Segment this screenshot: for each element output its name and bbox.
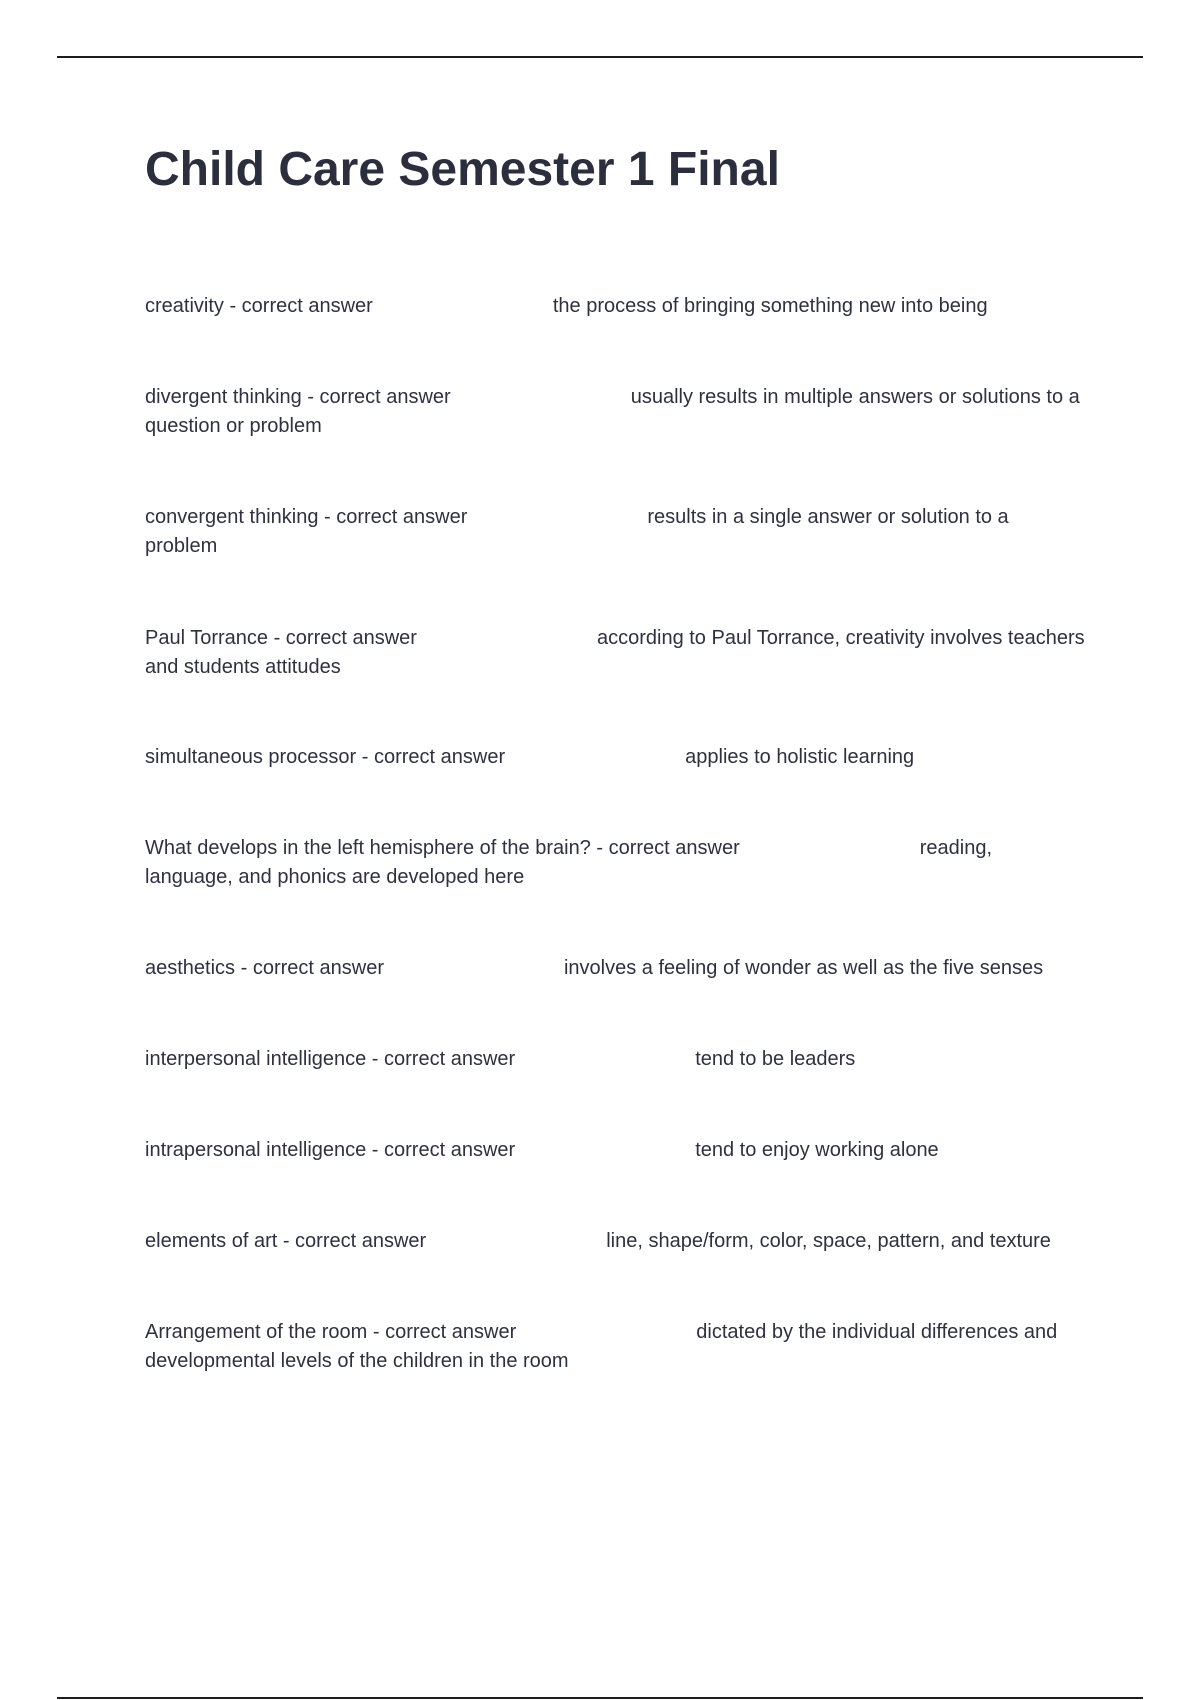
definition-text: results in a single answer or solution to a problem <box>145 506 1009 557</box>
flashcard-item <box>145 292 1085 321</box>
flashcard-item <box>145 624 1085 682</box>
term-text: divergent thinking - correct answer <box>145 386 451 408</box>
term-text: simultaneous processor - correct answer <box>145 746 506 768</box>
flashcard-item <box>145 1045 1085 1074</box>
term-text: elements of art - correct answer <box>145 1230 427 1252</box>
term-text: aesthetics - correct answer <box>145 957 384 979</box>
definition-text: applies to holistic learning <box>685 746 915 768</box>
term-text: Arrangement of the room - correct answer <box>145 1321 517 1343</box>
flashcard-item <box>145 1227 1085 1256</box>
definition-text: tend to enjoy working alone <box>695 1139 939 1161</box>
definition-text: line, shape/form, color, space, pattern, and texture <box>606 1230 1051 1252</box>
top-divider <box>57 56 1143 58</box>
definition-text: tend to be leaders <box>695 1048 856 1070</box>
definition-text: involves a feeling of wonder as well as the five senses <box>563 957 1044 979</box>
term-text: convergent thinking - correct answer <box>145 506 468 528</box>
term-text: interpersonal intelligence - correct answer <box>145 1048 516 1070</box>
flashcard-item <box>145 743 1085 772</box>
definition-text: reading, language, and phonics are developed here <box>145 837 993 888</box>
page-title: Child Care Semester 1 Final <box>145 143 780 196</box>
flashcard-item <box>145 1136 1085 1165</box>
flashcard-item <box>145 1318 1085 1376</box>
flashcard-item <box>145 954 1085 983</box>
term-text: What develops in the left hemisphere of the brain? - correct answer <box>145 837 740 859</box>
term-text: Paul Torrance - correct answer <box>145 627 417 649</box>
term-text: intrapersonal intelligence - correct answer <box>145 1139 516 1161</box>
flashcard-item <box>145 834 1085 892</box>
definition-text: the process of bringing something new into being <box>552 295 988 317</box>
definition-text: usually results in multiple answers or solutions to a question or problem <box>145 386 1080 437</box>
definition-text: dictated by the individual differences and developmental levels of the children in the room <box>145 1321 1058 1372</box>
bottom-divider <box>57 1697 1143 1699</box>
flashcard-item <box>145 503 1085 561</box>
definition-text: according to Paul Torrance, creativity involves teachers and students attitudes <box>145 627 1085 678</box>
term-text: creativity - correct answer <box>145 295 373 317</box>
flashcard-item <box>145 383 1085 441</box>
